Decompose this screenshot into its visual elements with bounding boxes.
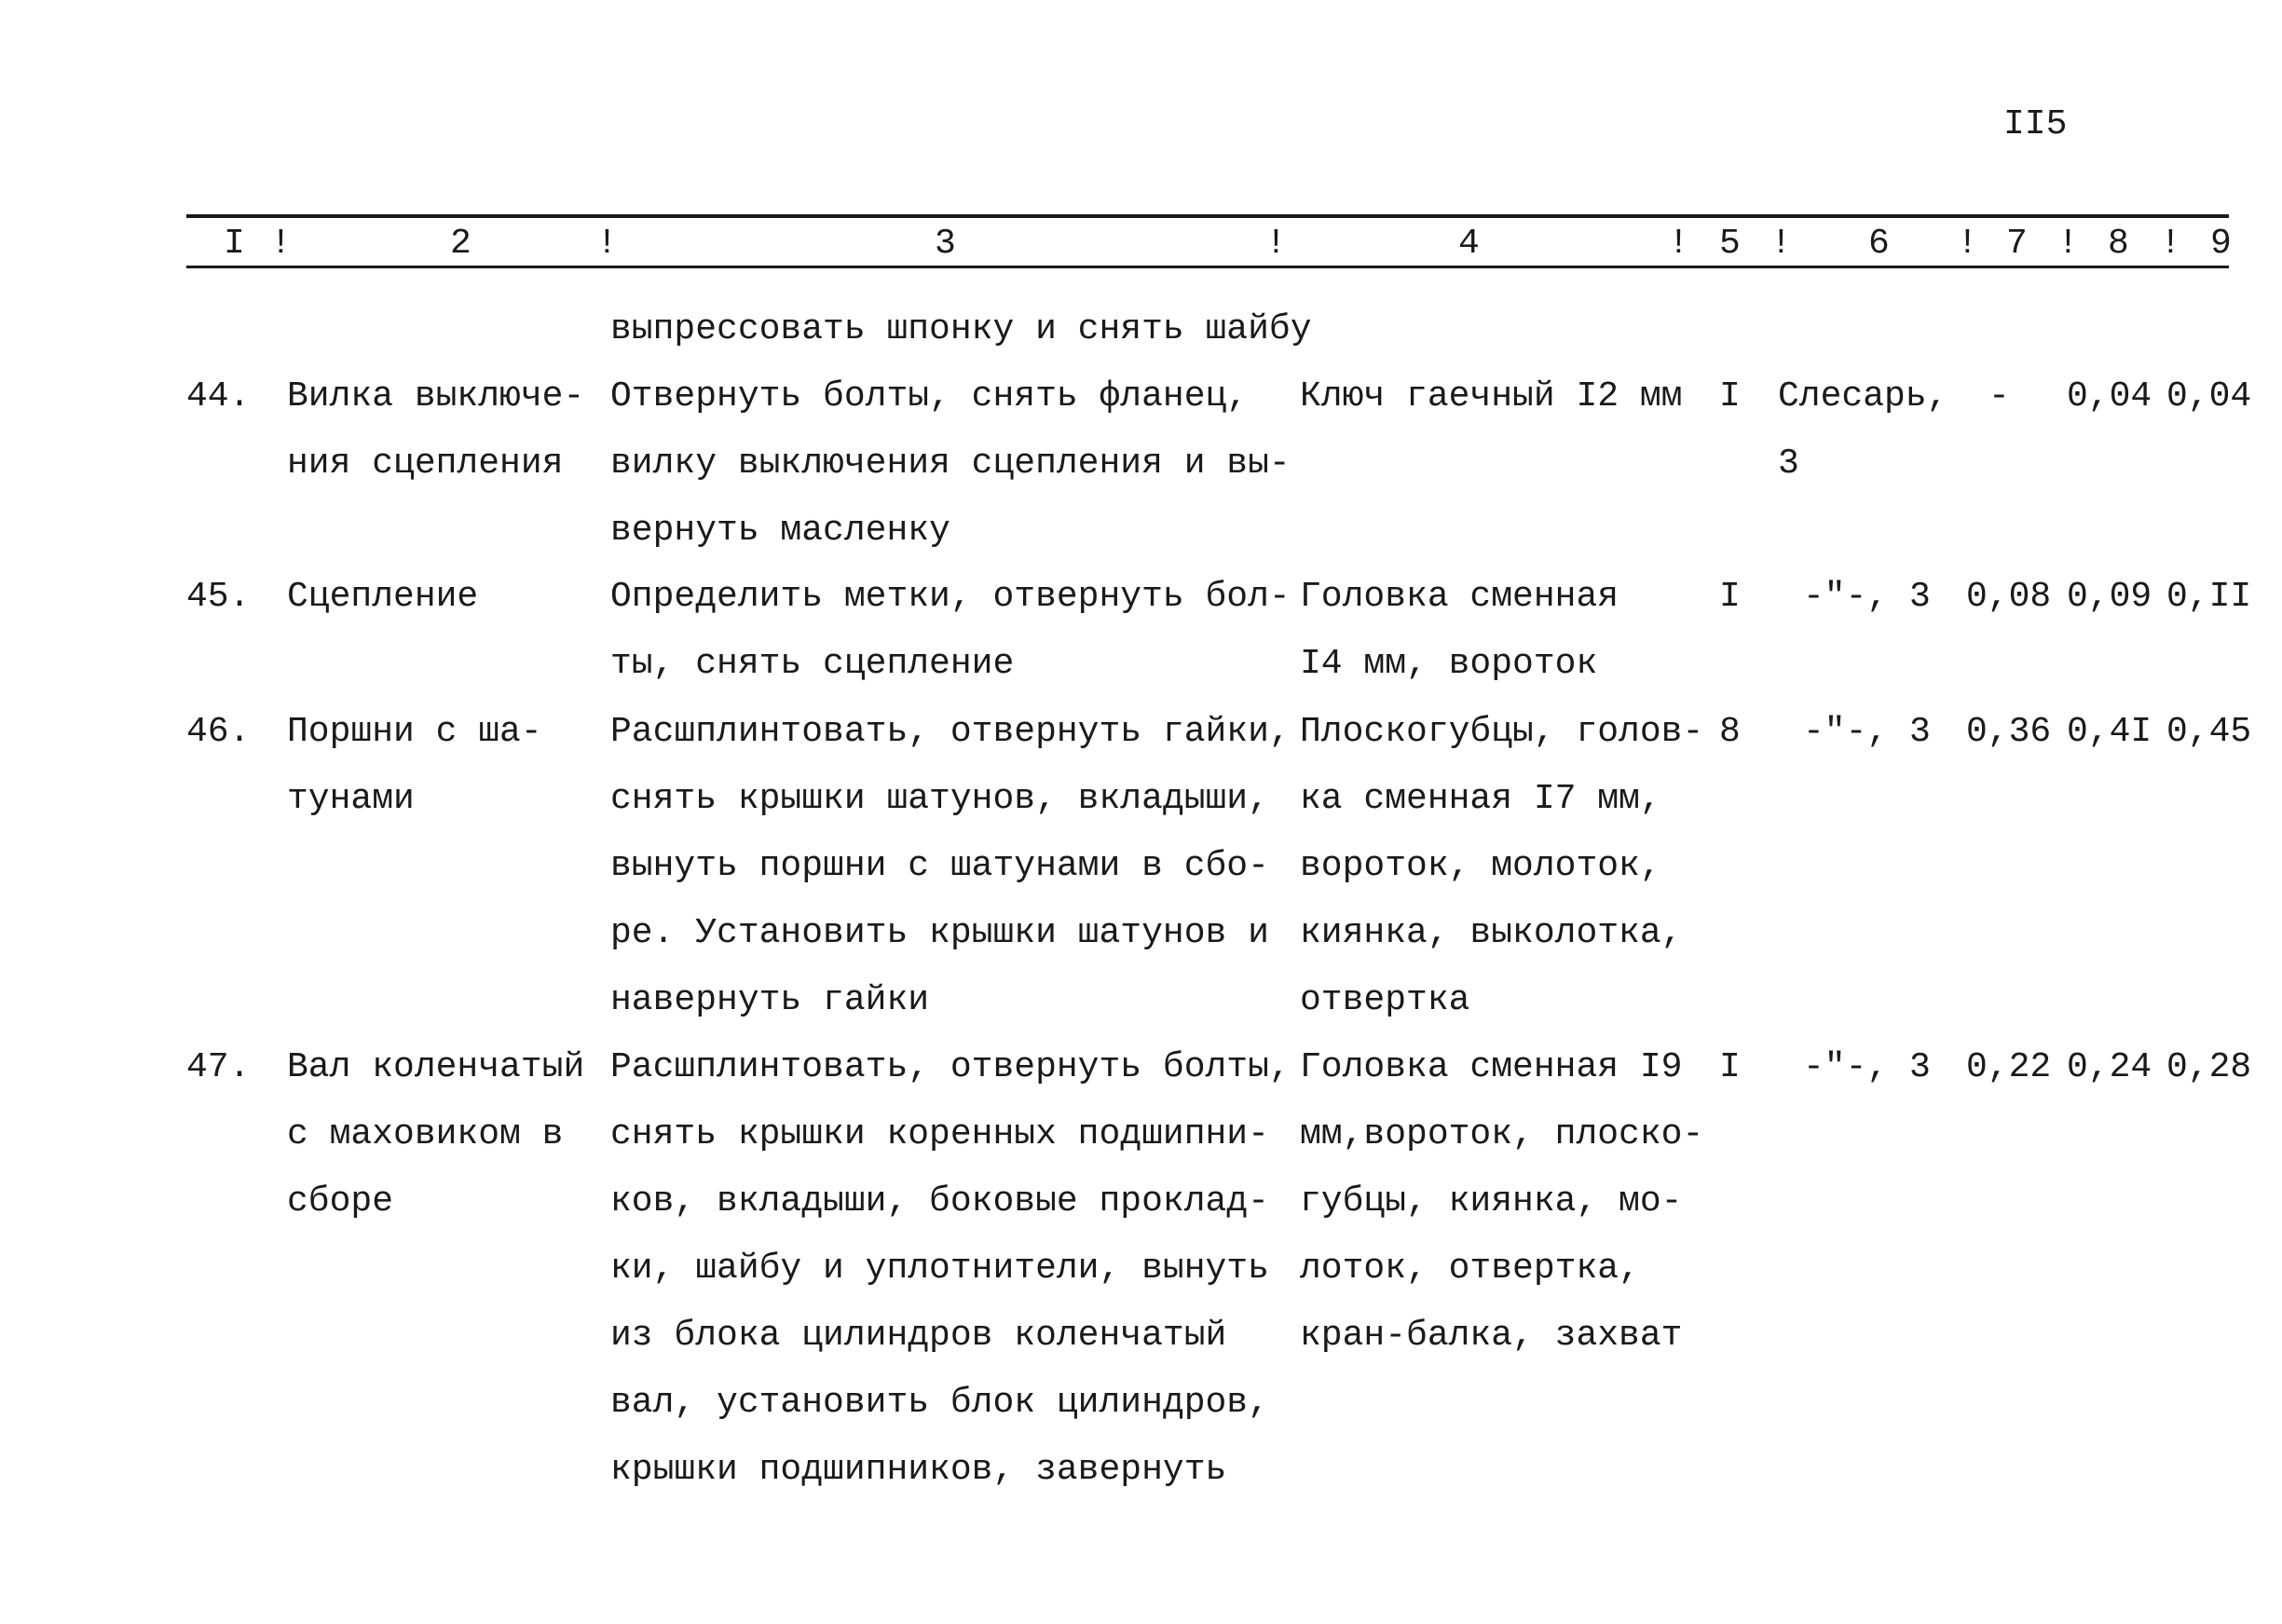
operation-line: вынуть поршни с шатунами в сбо- (610, 846, 1269, 886)
row-47-col9: 0,28 (2166, 1047, 2252, 1087)
row-44-number: 44. (186, 376, 251, 416)
operation-line: ты, снять сцепление (610, 644, 1015, 684)
row-45-name (287, 564, 478, 631)
header-col-5: 5 (1719, 224, 1741, 264)
row-44-worker (1778, 363, 1947, 498)
header-col-1: I (224, 224, 245, 264)
name-line: Сцепление (287, 577, 479, 617)
row-45-tools (1300, 564, 1619, 698)
row-45-col9: 0,II (2166, 577, 2252, 617)
header-col-8: 8 (2108, 224, 2129, 264)
row-47-tools (1300, 1034, 1703, 1370)
name-line: Вилка выключе- (287, 376, 585, 416)
header-separator: ! (596, 224, 618, 264)
tools-line: Плоскогубцы, голов- (1300, 712, 1704, 752)
row-45-col7: 0,08 (1966, 577, 2052, 617)
operation-line: Отвернуть болты, снять фланец, (610, 376, 1249, 416)
row-45-qty: I (1719, 577, 1741, 617)
operation-line: Расшплинтовать, отвернуть гайки, (610, 712, 1291, 752)
operation-line: ков, вкладыши, боковые проклад- (610, 1181, 1269, 1221)
operation-line: из блока цилиндров коленчатый (610, 1316, 1227, 1356)
header-col-3: 3 (935, 224, 956, 264)
tools-line: ка сменная I7 мм, (1300, 779, 1661, 819)
tools-line: губцы, киянка, мо- (1300, 1181, 1683, 1221)
operation-line: снять крышки шатунов, вкладыши, (610, 779, 1269, 819)
header-separator: ! (1668, 224, 1689, 264)
continuation-text: выпрессовать шпонку и снять шайбу (610, 309, 1312, 349)
row-45-operation (610, 564, 1291, 698)
tools-line: Головка сменная (1300, 577, 1619, 617)
row-44-operation (610, 363, 1291, 565)
operation-line: снять крышки коренных подшипни- (610, 1114, 1269, 1154)
row-46-worker (1803, 699, 1931, 766)
operation-line: навернуть гайки (610, 980, 930, 1020)
row-47-col7: 0,22 (1966, 1047, 2052, 1087)
header-separator: ! (1957, 224, 1978, 264)
header-col-9: 9 (2210, 224, 2232, 264)
operation-line: Расшплинтовать, отвернуть болты, (610, 1047, 1291, 1087)
worker-line: Слесарь, (1778, 376, 1948, 416)
row-44-tools (1300, 363, 1682, 430)
operation-line: ре. Установить крышки шатунов и (610, 913, 1269, 953)
row-45-col8: 0,09 (2067, 577, 2152, 617)
tools-line: киянка, выколотка, (1300, 913, 1683, 953)
worker-line: 3 (1778, 444, 1799, 484)
name-line: с маховиком в (287, 1114, 564, 1154)
header-col-7: 7 (2006, 224, 2028, 264)
operation-line: вилку выключения сцепления и вы- (610, 444, 1291, 484)
row-46-tools (1300, 699, 1703, 1034)
worker-line: -"-, 3 (1803, 577, 1931, 617)
row-46-col8: 0,4I (2067, 712, 2152, 752)
row-47-worker (1803, 1034, 1931, 1101)
name-line: сборе (287, 1181, 394, 1221)
row-47-number: 47. (186, 1047, 251, 1087)
header-top-rule (186, 214, 2229, 218)
header-separator: ! (1265, 224, 1287, 264)
row-44-name (287, 363, 584, 498)
header-bottom-rule (186, 266, 2229, 268)
name-line: Вал коленчатый (287, 1047, 585, 1087)
operation-line: крышки подшипников, завернуть (610, 1450, 1227, 1490)
row-44-col9: 0,04 (2166, 376, 2252, 416)
name-line: Поршни с ша- (287, 712, 542, 752)
tools-line: Головка сменная I9 (1300, 1047, 1683, 1087)
tools-line: вороток, молоток, (1300, 846, 1661, 886)
row-46-name (287, 699, 542, 833)
row-44-qty: I (1719, 376, 1741, 416)
row-45-worker (1803, 564, 1931, 631)
row-47-qty: I (1719, 1047, 1741, 1087)
operation-line: Определить метки, отвернуть бол- (610, 577, 1291, 617)
operation-line: вернуть масленку (610, 511, 950, 551)
operation-line: ки, шайбу и уплотнители, вынуть (610, 1249, 1269, 1289)
row-44-col8: 0,04 (2067, 376, 2152, 416)
operation-line: вал, установить блок цилиндров, (610, 1383, 1269, 1423)
row-44-col7: - (1988, 376, 2010, 416)
header-separator: ! (270, 224, 292, 264)
row-47-name (287, 1034, 584, 1235)
name-line: ния сцепления (287, 444, 564, 484)
tools-line: Ключ гаечный I2 мм (1300, 376, 1683, 416)
worker-line: -"-, 3 (1803, 712, 1931, 752)
header-col-6: 6 (1868, 224, 1890, 264)
name-line: тунами (287, 779, 415, 819)
worker-line: -"-, 3 (1803, 1047, 1931, 1087)
tools-line: I4 мм, вороток (1300, 644, 1598, 684)
header-col-2: 2 (450, 224, 471, 264)
row-45-number: 45. (186, 577, 251, 617)
row-46-operation (610, 699, 1291, 1034)
tools-line: лоток, отвертка, (1300, 1249, 1640, 1289)
row-47-operation (610, 1034, 1291, 1504)
tools-line: отвертка (1300, 980, 1470, 1020)
header-separator: ! (2160, 224, 2181, 264)
row-47-col8: 0,24 (2067, 1047, 2152, 1087)
header-separator: ! (2057, 224, 2079, 264)
header-separator: ! (1770, 224, 1792, 264)
row-46-col9: 0,45 (2166, 712, 2252, 752)
tools-line: кран-балка, захват (1300, 1316, 1683, 1356)
header-col-4: 4 (1458, 224, 1480, 264)
row-46-col7: 0,36 (1966, 712, 2052, 752)
row-46-number: 46. (186, 712, 251, 752)
tools-line: мм,вороток, плоско- (1300, 1114, 1704, 1154)
page-number: II5 (2003, 104, 2068, 144)
row-46-qty: 8 (1719, 712, 1741, 752)
